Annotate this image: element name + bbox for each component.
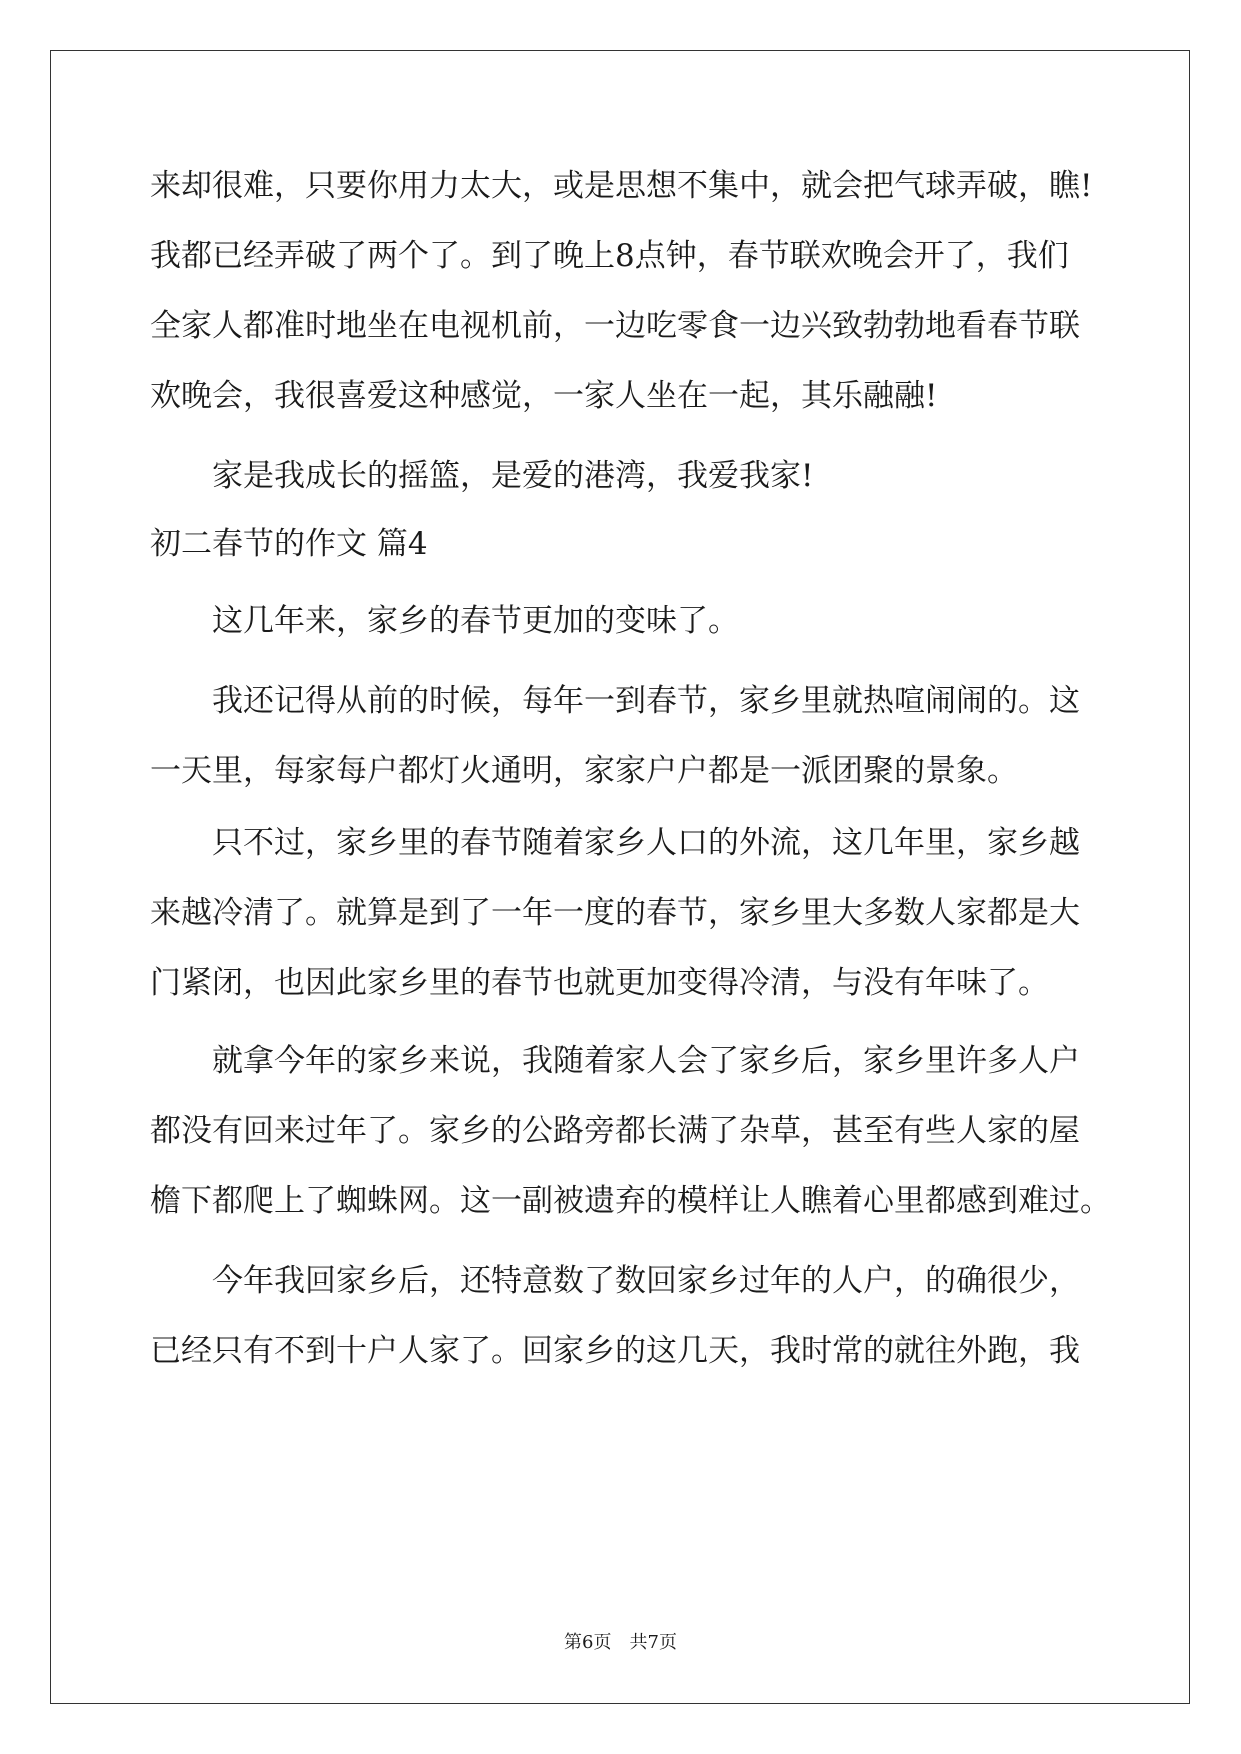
section-heading: 初二春节的作文 篇4 xyxy=(150,526,428,562)
paragraph-line: 这几年来，家乡的春节更加的变味了。 xyxy=(150,603,739,639)
text-line: 一天里，每家每户都灯火通明，家家户户都是一派团聚的景象。 xyxy=(150,753,1018,789)
text-line: 都没有回来过年了。家乡的公路旁都长满了杂草，甚至有些人家的屋 xyxy=(150,1113,1080,1149)
text-line: 欢晚会，我很喜爱这种感觉，一家人坐在一起，其乐融融! xyxy=(150,378,938,414)
text-line: 已经只有不到十户人家了。回家乡的这几天，我时常的就往外跑，我 xyxy=(150,1333,1080,1369)
paragraph-line: 就拿今年的家乡来说，我随着家人会了家乡后，家乡里许多人户 xyxy=(150,1043,1080,1079)
paragraph-line: 我还记得从前的时候，每年一到春节，家乡里就热喧闹闹的。这 xyxy=(150,683,1080,719)
text-line: 我都已经弄破了两个了。到了晚上8点钟，春节联欢晚会开了，我们 xyxy=(150,238,1069,274)
page-number: 第6页 xyxy=(564,1632,612,1653)
paragraph-line: 家是我成长的摇篮，是爱的港湾，我爱我家! xyxy=(150,458,814,494)
paragraph-line: 今年我回家乡后，还特意数了数回家乡过年的人户，的确很少， xyxy=(150,1263,1080,1299)
page-total: 共7页 xyxy=(629,1632,677,1653)
text-line: 全家人都准时地坐在电视机前，一边吃零食一边兴致勃勃地看春节联 xyxy=(150,308,1080,344)
page-border xyxy=(50,50,1190,1704)
paragraph-line: 只不过，家乡里的春节随着家乡人口的外流，这几年里，家乡越 xyxy=(150,825,1080,861)
page-footer xyxy=(0,1628,1241,1654)
text-line: 檐下都爬上了蜘蛛网。这一副被遗弃的模样让人瞧着心里都感到难过。 xyxy=(150,1183,1111,1219)
text-line: 门紧闭，也因此家乡里的春节也就更加变得冷清，与没有年味了。 xyxy=(150,965,1049,1001)
text-line: 来越冷清了。就算是到了一年一度的春节，家乡里大多数人家都是大 xyxy=(150,895,1080,931)
text-line: 来却很难，只要你用力太大，或是思想不集中，就会把气球弄破，瞧! xyxy=(150,168,1093,204)
